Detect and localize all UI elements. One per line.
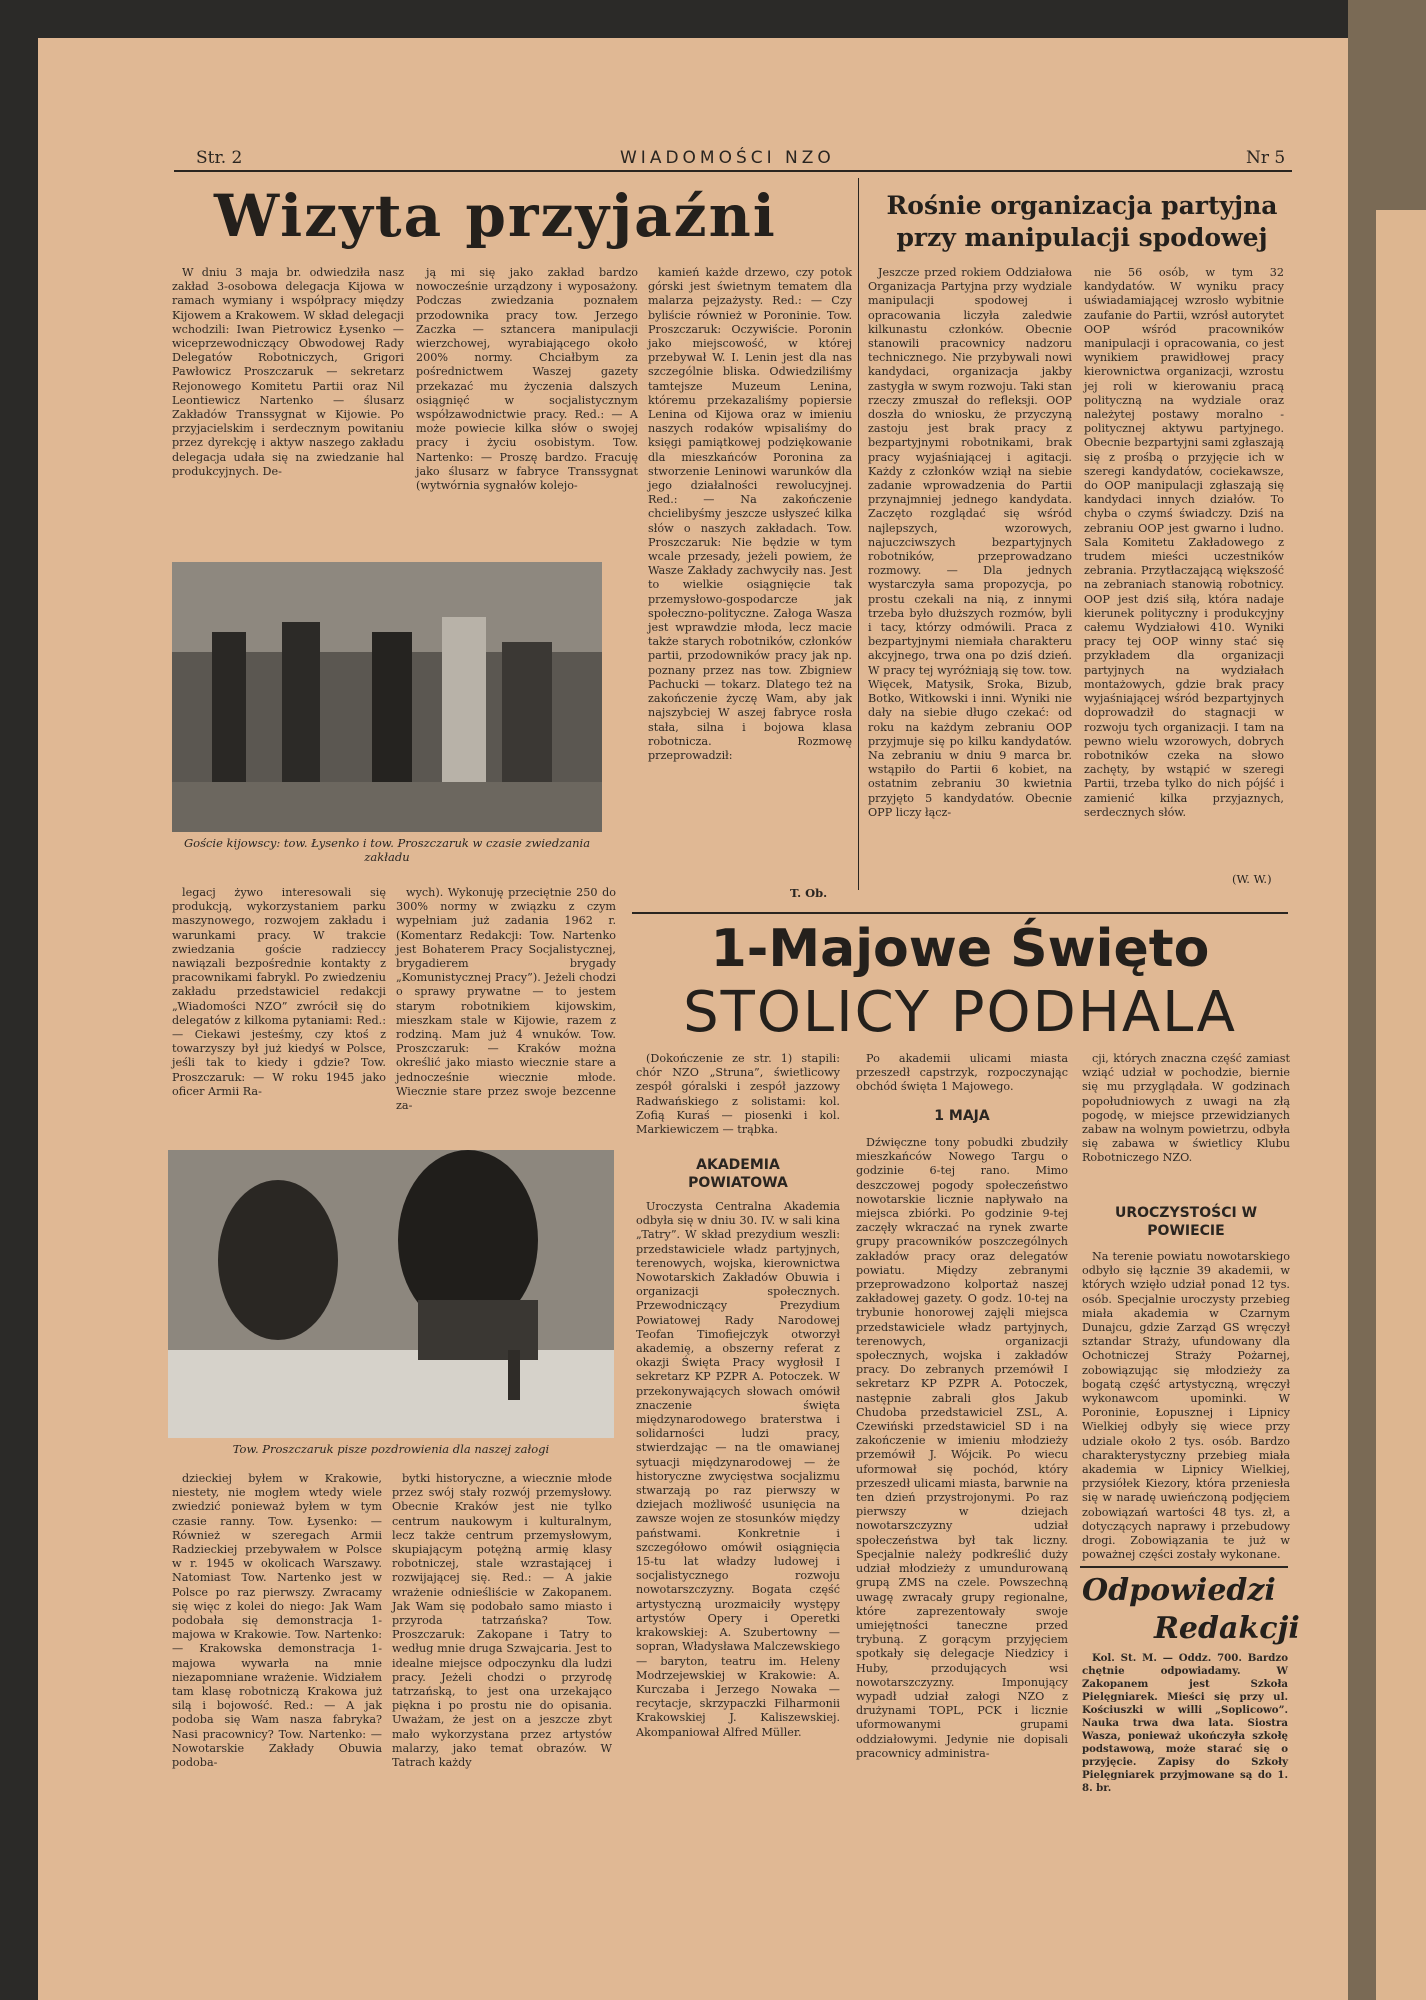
article1-col1: W dniu 3 maja br. odwiedziła nasz zakład 3-osobowa delegacja Kijowa w ramach wymiany i współpracy między Kijowem a Krakowem. W skład delegacji wchodzili: Iwan Pietrowicz Łysenko — wiceprzewodniczący Obwodowej Rady Delegatów Robotniczych, Grigori Pawłowicz Proszczaruk — sekretarz Rejonowego Komitetu Partii oraz Nil Leontiewicz Nartenko — ślusarz Zakładów Transsygnat w Kijowie. Po przyjacielskim i serdecznym powitaniu przez dyrekcję i aktyw naszego zakładu delegacja udała się na zwiedzanie hal produkcyjnych. De-	[172, 266, 404, 478]
article2-col1: Jeszcze przed rokiem Oddziałowa Organizacja Partyjna przy wydziale manipulacji spodowej i opracowania liczyła zaledwie kilkunastu członków. Obecnie stanowili pracownicy nadzoru technicznego. Nie przybywali nowi kandydaci, organizacja jakby zastygła w swym rozwoju. Taki stan rzeczy zmuszał do refleksji. OOP doszła do wniosku, że przyczyną zastoju jest brak pracy z bezpartyjnymi robotnikami, brak pracy wyjaśniającej i agitacji. Każdy z członków wziął na siebie zadanie wprowadzenia do Partii przynajmniej jednego kandydata. Zaczęto rozglądać się wśród najlepszych, wzorowych, najuczciwszych bezpartyjnych robotników, przeprowadzano rozmowy. — Dla jednych wystarczyła sama propozycja, po prostu czekali na nią, z innymi trzeba było dłuższych rozmów, byli i tacy, którzy odmówili. Praca z bezpartyjnymi niemiała charakteru akcyjnego, trwa ona po dziś dzień. W pracy tej wyróżniają się tow. tow. Więcek, Matysik, Sroka, Bizub, Botko, Witkowski i inni. Wyniki nie dały na siebie długo czekać: od roku na każdym zebraniu OOP przyjmuje się po kilku kandydatów. Na zebraniu w dniu 9 marca br. wstąpiło do Partii 6 kobiet, na ostatnim zebraniu 30 kwietnia przyjęto 5 kandydatów. Obecnie OPP liczy łącz-	[868, 266, 1072, 819]
article1-col2c: bytki historyczne, a wiecznie młode przez swój stały rozwój przemysłowy. Obecnie Kraków jest nie tylko centrum naukowym i kulturalnym, lecz także centrum przemysłowym, skupiającym potężną armię klasy robotniczej, stale wzrastającej i rozwijającej się. Red.: — A jakie wrażenie odnieśliście w Zakopanem. Jak Wam się podobało samo miasto i przyroda tatrzańska? Tow. Proszczaruk: Zakopane i Tatry to według mnie druga Szwajcaria. Jest to idealne miejsce odpoczynku dla ludzi pracy. Jeżeli chodzi o przyrodę tatrzańską, to jest ona urzekająco piękna i po prostu nie do opisania. Uważam, że jest on a jeszcze zbyt mało wykorzystana przez artystów malarzy, jako temat obrazów. W Tatrach każdy	[392, 1472, 612, 1770]
header-rule	[174, 170, 1292, 172]
issue-number: Nr 5	[1246, 148, 1286, 168]
article2-signature: (W. W.)	[1232, 872, 1272, 886]
photo2-caption: Tow. Proszczaruk pisze pozdrowienia dla naszej załogi	[232, 1442, 550, 1456]
column-divider	[858, 178, 859, 890]
article3-col2b: Dźwięczne tony pobudki zbudziły mieszkańców Nowego Targu o godzinie 6-tej rano. Mimo deszczowej pogody społeczeństwo nowotarskie licznie napływało na miejsca zbiórki. Po godzinie 9-tej zaczęły wkraczać na rynek zwarte grupy pracowników poszczególnych zakładów pracy oraz delegatów powiatu. Między zebranymi przeprowadzono kolportaż naszej zakładowej gazety. O godz. 10-tej na trybunie honorowej zajęli miejsca przedstawiciele władz partyjnych, terenowych, organizacji społecznych, wojska i zakładów pracy. Do zebranych przemówił I sekretarz KP PZPR A. Potoczek, następnie zabrali głos Jakub Chudoba przedstawiciel ZSL, A. Czewiński przedstawiciel SD i na zakończenie w imieniu młodzieży przemówił J. Wójcik. Po wiecu uformował się pochód, który przeszedł ulicami miasta, barwnie na ten dzień przystrojonymi. Po raz pierwszy w dziejach nowotarszczyzny udział społeczeństwa był tak liczny. Specjalnie należy podkreślić duży udział młodzieży z umundurowaną grupą ZMS na czele. Powszechną uwagę zwracały grupy regionalne, które zaprezentowały swoje umiejętności taneczne przed trybuną. Z gorącym przyjęciem spotkały się delegacje Niedzicy i Huby, przodujących wsi nowotarszczyzny. Imponujący wypadł udział załogi NZO z drużynami TOPL, PCK i licznie uformowanymi grupami oddziałowymi. Jedynie nie dopisali pracownicy administra-	[856, 1136, 1068, 1760]
article1-signature: T. Ob.	[790, 886, 828, 900]
page-number: Str. 2	[196, 148, 243, 168]
article1-col1b: legacj żywo interesowali się produkcją, wykorzystaniem parku maszynowego, rozwojem zakładu i warunkami pracy. W trakcie zwiedzania goście radzieccy nawiązali bezpośrednie kontakty z pracownikami fabrykl. Po zwiedzeniu zakładu przedstawiciel redakcji „Wiadomości NZO” zwrócił się do delegatów z kilkoma pytaniami: Red.: — Ciekawi jesteśmy, czy ktoś z towarzyszy był już kiedyś w Polsce, jeśli tak to kiedy i gdzie? Tow. Proszczaruk: — W roku 1945 jako oficer Armii Ra-	[172, 886, 386, 1098]
article1-col1c: dzieckiej byłem w Krakowie, niestety, nie mogłem wtedy wiele zwiedzić ponieważ byłem w tym czasie ranny. Tow. Łysenko: — Również w szeregach Armii Radzieckiej przebywałem w Polsce w r. 1945 w okolicach Warszawy. Natomiast Tow. Nartenko jest w Polsce po raz pierwszy. Zwracamy się więc z kolei do niego: Jak Wam podobała się demonstracja 1-majowa w Krakowie. Tow. Nartenko: — Krakowska demonstracja 1-majowa wywarła na mnie niezapomniane wrażenie. Widziałem tam klasę robotniczą Krakowa już silą i bojowość. Red.: — A jak podoba się Wam nasza fabryka? Nasi pracownicy? Tow. Nartenko: — Nowotarskie Zakłady Obuwia podoba-	[172, 1472, 382, 1770]
photo-proszczaruk-writing	[168, 1150, 614, 1438]
article2-title-line2: przy manipulacji spodowej	[896, 223, 1268, 252]
article3-title-line2: STOLICY PODHALA	[683, 980, 1237, 1045]
article3-col1-head: AKADEMIA POWIATOWA	[688, 1157, 788, 1191]
next-page-edge	[1376, 210, 1426, 2000]
section-rule	[632, 912, 1288, 914]
article2-title	[880, 190, 1284, 254]
article3-col2-head: 1 MAJA	[934, 1108, 990, 1124]
photo1-caption: Goście kijowscy: tow. Łysenko i tow. Proszczaruk w czasie zwiedzania zakładu	[183, 836, 591, 864]
article4-title-line1: Odpowiedzi	[1082, 1573, 1276, 1608]
article3-col1: (Dokończenie ze str. 1) stapili: chór NZO „Struna”, świetlicowy zespół góralski i zespół jazzowy Radwańskiego z solistami: kol. Zofią Kuraś — piosenki i kol. Markiewiczem — trąbka.	[636, 1052, 840, 1137]
masthead: WIADOMOŚCI NZO	[620, 148, 835, 168]
article3-col3: cji, których znaczna część zamiast wziąć udział w pochodzie, biernie się mu przyglądała. W godzinach popołudniowych z uwagi na złą pogodę, w miejsce przewidzianych zabaw na wolnym powietrzu, odbyła się zabawa w świetlicy Klubu Robotniczego NZO.	[1082, 1052, 1290, 1165]
article3-col2: Po akademii ulicami miasta przeszedł capstrzyk, rozpoczynając obchód święta 1 Majowego.	[856, 1052, 1068, 1094]
article4-title-line2: Redakcji	[1154, 1611, 1300, 1646]
letters-rule	[1080, 1566, 1288, 1568]
article3-col3b: Na terenie powiatu nowotarskiego odbyło się łącznie 39 akademii, w których wzięło udział ponad 12 tys. osób. Specjalnie uroczysty przebieg miała akademia w Czarnym Dunajcu, gdzie Zarząd GS wręczył sztandar Straży, ufundowany dla Ochotniczej Straży Pożarnej, zobowiązując się młodzieży za bogatą część artystyczną, wręczył wykonawcom upominki. W Poroninie, Łopusznej i Lipnicy Wielkiej odbyły się wiece przy udziale około 2 tys. osób. Bardzo charakterystyczny przebieg miała akademia w Lipnicy Wielkiej, przysiółek Kiezory, która przeniesła się w naradę uwieńczoną podjęciem zobowiązań wartości 48 tys. zł, a dotyczących naprawy i przebudowy drogi. Zobowiązania te już w poważnej części zostały wykonane.	[1082, 1250, 1290, 1562]
article2-col2: nie 56 osób, w tym 32 kandydatów. W wyniku pracy uświadamiającej wzrosło wybitnie zaufanie do Partii, wzrósł autorytet OOP wśród pracowników manipulacji i opracowania, co jest wynikiem prawidłowej pracy kierownictwa organizacji, wzrostu jej roli w kierowaniu pracą polityczną na wydziale oraz należytej postawy moralno - politycznej aktywu partyjnego. Obecnie bezpartyjni sami zgłaszają się z prośbą o przyjęcie ich w szeregi kandydatów, cociekawsze, do OOP manipulacji zgłaszają się kandydaci innych działów. To chyba o czymś świadczy. Dziś na zebraniu OOP jest gwarno i ludno. Sala Komitetu Zakładowego z trudem mieści uczestników zebrania. Przytłaczającą większość na zebraniach stanowią robotnicy. OOP jest dziś siłą, która nadaje kierunek polityczny i produkcyjny całemu Wydziałowi 410. Wyniki pracy tej OOP winny stać się przykładem dla organizacji partyjnych na wydziałach montażowych, gdzie brak pracy wyjaśniającej wśród bezpartyjnych doprowadził do stagnacji w rozwoju tych organizacji. I tam na pewno wielu wzorowych, dobrych robotników czeka na słowo zachęty, by wstąpić w szeregi Partii, trzeba tylko do nich pójść i zamienić kilka przyjaznych, serdecznych słów.	[1084, 266, 1284, 819]
article3-title-line1: 1-Majowe Święto	[710, 919, 1210, 979]
article3-col1b: Uroczysta Centralna Akademia odbyła się w dniu 30. IV. w sali kina „Tatry”. W skład prezydium weszli: przedstawiciele władz partyjnych, terenowych, wojska, kierownictwa Nowotarskich Zakładów Obuwia i organizacji społecznych. Przewodniczący Prezydium Powiatowej Rady Narodowej Teofan Timofiejczyk otworzył akademię, a obszerny referat z okazji Święta Pracy wygłosił I sekretarz KP PZPR A. Potoczek. W przekonywających słowach omówił znaczenie święta międzynarodowego braterstwa i solidarności ludzi pracy, stwierdzając — na tle omawianej sytuacji międzynarodowej — że historyczne zwycięstwa socjalizmu stwarzają po raz pierwszy w dziejach możliwość usunięcia na zawsze wojen ze stosunków między państwami. Konkretnie i szczegółowo omówił osiągnięcia 15-tu lat władzy ludowej i socjalistycznego rozwoju nowotarszczyzny. Bogata część artystyczną urozmaiciły występy artystów Opery i Operetki krakowskiej: A. Szubertowny — sopran, Władysława Malczewskiego — baryton, teatru im. Heleny Modrzejewskiej w Krakowie: A. Kurczaba i Jerzego Nowaka — recytacje, skrzypaczki Filharmonii Krakowskiej J. Kaliszewskiej. Akompaniował Alfred Müller.	[636, 1200, 840, 1739]
article1-col3: kamień każde drzewo, czy potok górski jest świetnym tematem dla malarza pejzażysty. Red.: — Czy byliście również w Poroninie. Tow. Proszczaruk: Oczywiście. Poronin jako miejscowość, w której przebywał W. I. Lenin jest dla nas szczególnie bliska. Odwiedziliśmy tamtejsze Muzeum Lenina, któremu przekazaliśmy popiersie Lenina od Kijowa oraz w imieniu naszych rodaków wpisaliśmy do księgi pamiątkowej podziękowanie dla mieszkańców Poronina za stworzenie Leninowi warunków dla jego działalności rewolucyjnej. Red.: — Na zakończenie chcielibyśmy jeszcze usłyszeć kilka słów o naszych zakładach. Tow. Proszczaruk: Nie będzie w tym wcale przesady, jeżeli powiem, że Wasze Zakłady zachwyciły nas. Jest to wielkie osiągnięcie tak przemysłowo-gospodarcze jak społeczno-polityczne. Załoga Wasza jest wprawdzie młoda, lecz macie także starych robotników, członków partii, przodowników pracy jak np. poznany przez nas tow. Zbigniew Pachucki — tokarz. Dlatego też na zakończenie życzę Wam, aby jak najszybciej W aszej fabryce rosła stała, silna i bojowa klasa robotnicza. Rozmowę przeprowadził:	[648, 266, 852, 762]
article2-title-line1: Rośnie organizacja partyjna	[886, 191, 1278, 220]
article4-text: Kol. St. M. — Oddz. 700. Bardzo chętnie odpowiadamy. W Zakopanem jest Szkoła Pielęgniarek. Mieści się przy ul. Kościuszki w willi „Soplicowo”. Nauka trwa dwa lata. Siostra Wasza, ponieważ ukończyła szkołę podstawową, może starać się o przyjęcie. Zapisy do Szkoły Pielęgniarek przyjmowane są do 1. 8. br.	[1082, 1652, 1288, 1794]
photo-guests-visiting-plant	[172, 562, 602, 832]
article1-title: Wizyta przyjaźni	[214, 182, 777, 250]
article1-col2b: wych). Wykonuję przeciętnie 250 do 300% normy w związku z czym wypełniam już zadania 1962 r. (Komentarz Redakcji: Tow. Nartenko jest Bohaterem Pracy Socjalistycznej, brygadierem brygady „Komunistycznej Pracy”). Jeżeli chodzi o sprawy prywatne — to jestem starym robotnikiem kijowskim, mieszkam stale w Kijowie, razem z rodziną. Mam już 4 wnuków. Tow. Proszczaruk: — Kraków można określić jako miasto wiecznie stare a jednocześnie wiecznie młode. Wiecznie stare przez swoje bezcenne za-	[396, 886, 616, 1113]
article4-title	[1082, 1572, 1300, 1648]
article3-col3-head: UROCZYSTOŚCI W POWIECIE	[1114, 1205, 1258, 1239]
article1-col2: ją mi się jako zakład bardzo nowocześnie urządzony i wyposażony. Podczas zwiedzania poznałem przodownika pracy tow. Jerzego Zaczka — sztancera manipulacji wierzchowej, wyrabiającego około 200% normy. Chciałbym za pośrednictwem Waszej gazety przekazać mu życzenia dalszych osiągnięć w socjalistycznym współzawodnictwie pracy. Red.: — A może powiecie kilka słów o swojej pracy i życiu osobistym. Tow. Nartenko: — Proszę bardzo. Fracuję jako ślusarz w fabryce Transsygnat (wytwórnia sygnałów kolejo-	[416, 266, 638, 493]
